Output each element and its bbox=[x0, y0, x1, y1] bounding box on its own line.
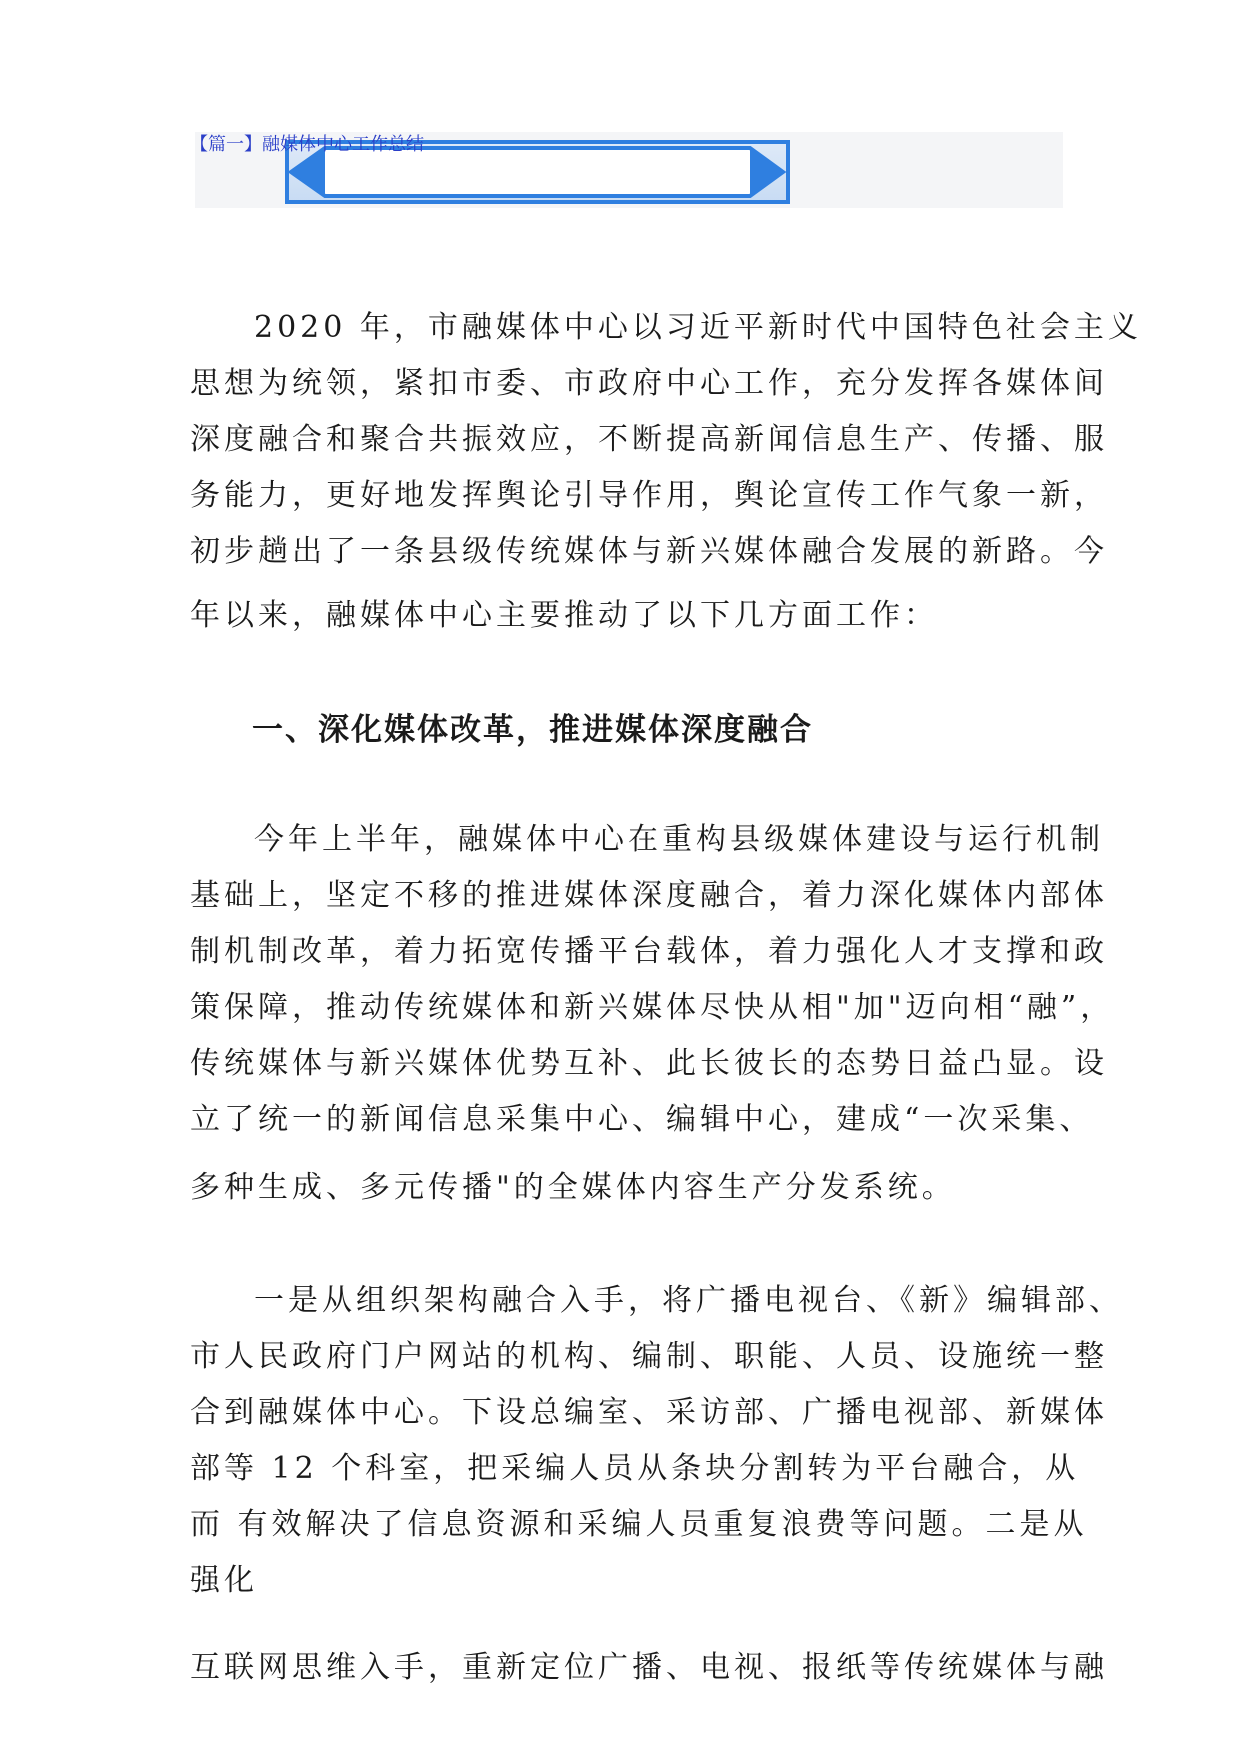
paragraph-line: 而 有效解决了信息资源和采编人员重复浪费等问题。二是从 bbox=[190, 1507, 1088, 1542]
paragraph-line: 基础上，坚定不移的推进媒体深度融合，着力深化媒体内部体 bbox=[190, 878, 1108, 913]
paragraph-line: 立了统一的新闻信息采集中心、编辑中心，建成“一次采集、 bbox=[190, 1102, 1094, 1137]
intro-line: 初步趟出了一条县级传统媒体与新兴媒体融合发展的新路。今 bbox=[190, 534, 1108, 569]
paragraph-line: 强化 bbox=[190, 1563, 258, 1598]
section-heading: 一、深化媒体改革，推进媒体深度融合 bbox=[252, 712, 813, 748]
section-paragraph-3 bbox=[190, 1640, 1108, 1696]
intro-line: 思想为统领，紧扣市委、市政府中心工作，充分发挥各媒体间 bbox=[190, 366, 1108, 401]
paragraph-line: 合到融媒体中心。下设总编室、采访部、广播电视部、新媒体 bbox=[190, 1395, 1108, 1430]
intro-line: 深度融合和聚合共振效应，不断提高新闻信息生产、传播、服 bbox=[190, 422, 1108, 457]
intro-paragraph bbox=[190, 300, 1142, 644]
paragraph-line: 策保障，推动传统媒体和新兴媒体尽快从相"加"迈向相“融”， bbox=[190, 990, 1115, 1025]
intro-line: 务能力，更好地发挥舆论引导作用，舆论宣传工作气象一新， bbox=[190, 478, 1108, 513]
paragraph-line: 传统媒体与新兴媒体优势互补、此长彼长的态势日益凸显。设 bbox=[190, 1046, 1108, 1081]
paragraph-line: 互联网思维入手，重新定位广播、电视、报纸等传统媒体与融 bbox=[190, 1650, 1108, 1685]
intro-line: 2020 年，市融媒体中心以习近平新时代中国特色社会主义 bbox=[254, 310, 1142, 345]
section-paragraph-1 bbox=[190, 812, 1115, 1216]
document-title: 【篇一】融媒体中心工作总结 bbox=[190, 134, 424, 155]
paragraph-line: 多种生成、多元传播"的全媒体内容生产分发系统。 bbox=[190, 1170, 956, 1205]
paragraph-line: 今年上半年，融媒体中心在重构县级媒体建设与运行机制 bbox=[254, 822, 1104, 857]
paragraph-line: 市人民政府门户网站的机构、编制、职能、人员、设施统一整 bbox=[190, 1339, 1108, 1374]
paragraph-line: 部等 12 个科室，把采编人员从条块分割转为平台融合，从 bbox=[190, 1451, 1080, 1486]
paragraph-line: 制机制改革，着力拓宽传播平台载体，着力强化人才支撑和政 bbox=[190, 934, 1108, 969]
paragraph-line: 一是从组织架构融合入手，将广播电视台、《新》编辑部、 bbox=[254, 1283, 1123, 1318]
intro-line: 年以来，融媒体中心主要推动了以下几方面工作： bbox=[190, 598, 938, 633]
section-paragraph-2 bbox=[190, 1273, 1123, 1609]
